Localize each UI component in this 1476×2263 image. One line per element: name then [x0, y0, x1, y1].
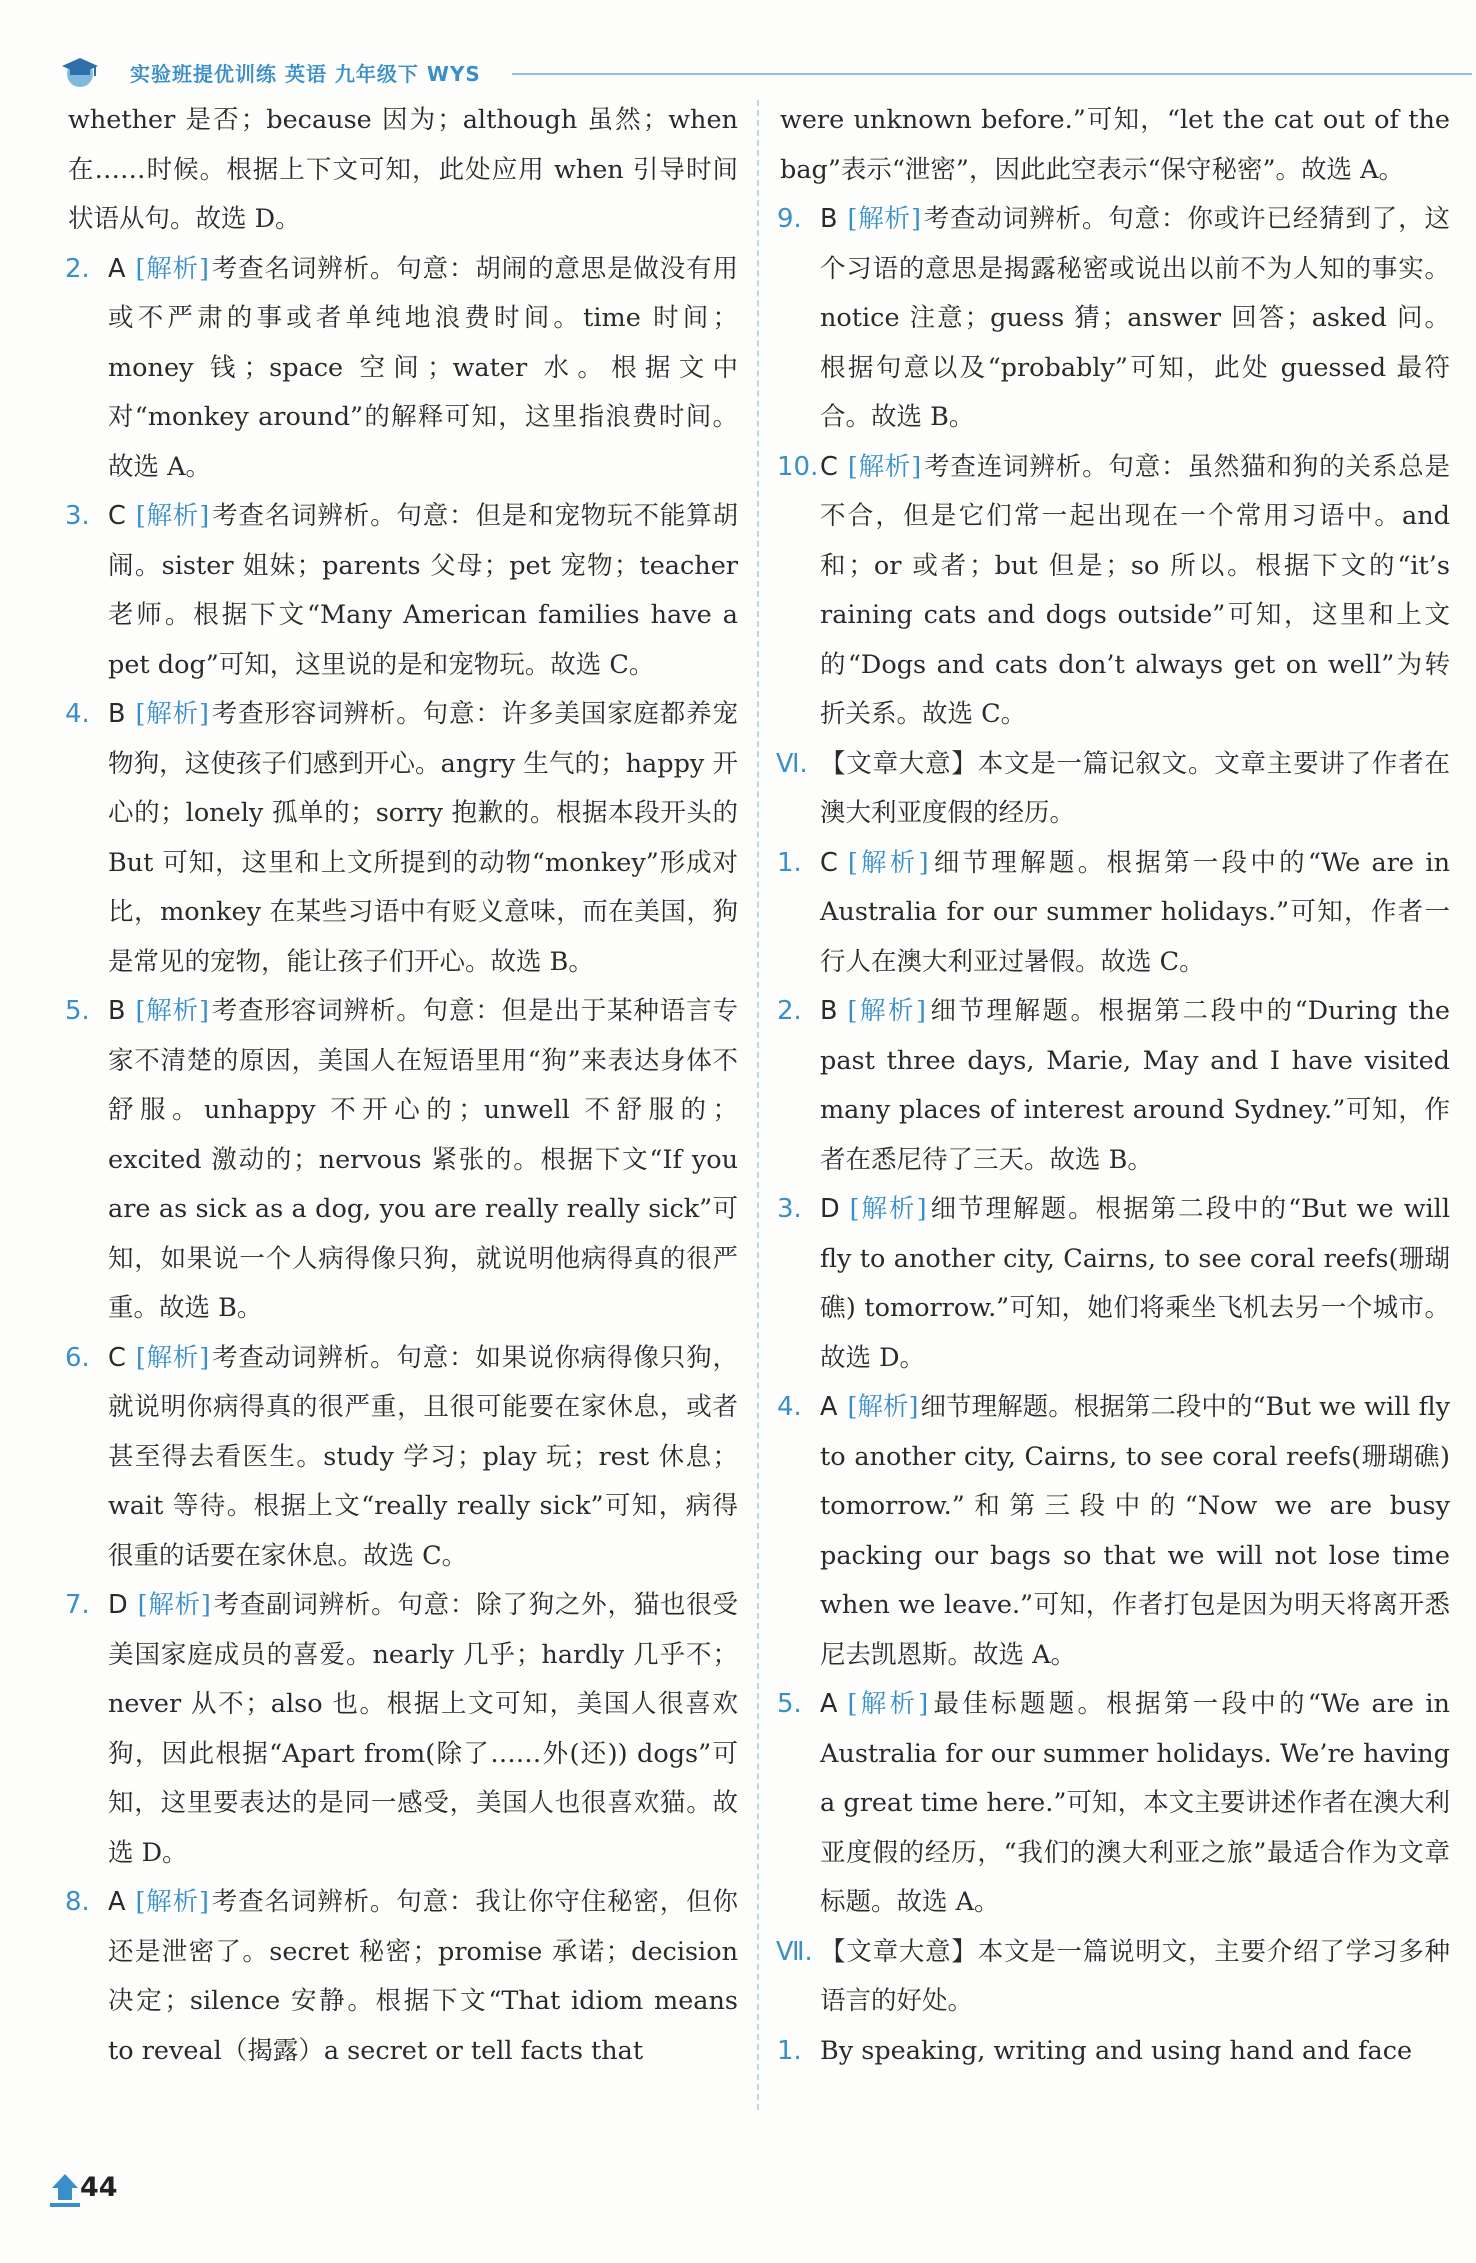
- page-header: [60, 52, 1476, 92]
- section-text: 【文章大意】本文是一篇记叙文。文章主要讲了作者在澳大利亚度假的经历。: [820, 748, 1450, 828]
- analysis-text: 最佳标题题。根据第一段中的“We are in Australia for our summer holidays. We’re having a great time here.”可知，本文主要讲述作者在澳大利亚度假的经历，“我们的澳大利亚之旅”最适合作为文章标题。故选 A。: [820, 1689, 1450, 1917]
- page-footer: [50, 2168, 170, 2214]
- analysis-tag: [解析]: [847, 847, 929, 878]
- answer-letter: B: [820, 996, 838, 1026]
- section-summary: [776, 1928, 1450, 2027]
- analysis-tag: [解析]: [137, 1590, 211, 1620]
- answer-letter: A: [820, 1689, 838, 1719]
- answer-letter: C: [820, 451, 838, 482]
- analysis-tag: [解析]: [847, 451, 922, 482]
- header-rule: [512, 73, 1472, 75]
- answer-letter: A: [820, 1392, 838, 1422]
- answer-item: [777, 839, 1450, 988]
- question-number: 4.: [65, 699, 90, 729]
- house-arrow-icon: [50, 2170, 80, 2210]
- analysis-text: 考查名词辨析。句意：胡闹的意思是做没有用或不严肃的事或者单纯地浪费时间。time 时间；money 钱；space 空间；water 水。根据文中对“monkey around”的解释可知，这里指浪费时间。故选 A。: [108, 253, 738, 482]
- graduation-cap-icon: [60, 52, 100, 92]
- answer-item: [777, 987, 1450, 1185]
- answer-item: [65, 245, 738, 493]
- answer-item: [777, 1383, 1450, 1680]
- question-number: 2.: [777, 996, 802, 1026]
- answer-letter: C: [108, 501, 126, 531]
- analysis-text: 考查动词辨析。句意：你或许已经猜到了，这个习语的意思是揭露秘密或说出以前不为人知的事实。notice 注意；guess 猜；answer 回答；asked 问。根据句意以及“probably”可知，此处 guessed 最符合。故选 B。: [820, 204, 1450, 432]
- column-divider: [757, 100, 759, 2110]
- page-number: 44: [80, 2172, 118, 2203]
- question-number: 1.: [777, 2035, 802, 2066]
- answer-letter: A: [108, 253, 126, 284]
- answer-item: [777, 195, 1450, 443]
- question-number: 5.: [65, 996, 90, 1026]
- answer-item: [65, 492, 738, 690]
- question-number: 9.: [777, 204, 802, 234]
- answer-item: [65, 690, 738, 987]
- answer-item: [777, 1185, 1450, 1383]
- analysis-text: 考查动词辨析。句意：如果说你病得像只狗，就说明你病得真的很严重，且很可能要在家休息，或者甚至得去看医生。study 学习；play 玩；rest 休息；wait 等待。根据上文“really really sick”可知，病得很重的话要在家休息。故选 C。: [108, 1342, 738, 1571]
- section-number: Ⅵ.: [776, 748, 808, 779]
- analysis-text: 细节理解题。根据第二段中的“During the past three days, Marie, May and I have visited many places of interest around Sydney.”可知，作者在悉尼待了三天。故选 B。: [820, 996, 1450, 1175]
- analysis-tag: [解析]: [135, 253, 209, 284]
- question-number: 3.: [65, 501, 90, 531]
- answer-letter: B: [820, 204, 838, 234]
- left-column: [65, 96, 738, 2076]
- question-number: 7.: [65, 1590, 90, 1620]
- answer-item: [65, 1334, 738, 1582]
- answer-letter: B: [108, 699, 126, 729]
- continued-text: were unknown before.”可知，“let the cat out of the bag”表示“泄密”，因此此空表示“保守秘密”。故选 A。: [780, 105, 1450, 185]
- question-number: 8.: [65, 1887, 90, 1917]
- answer-item: [777, 1680, 1450, 1928]
- answer-item: [777, 443, 1450, 740]
- analysis-tag: [解析]: [847, 996, 926, 1026]
- question-number: 3.: [777, 1194, 802, 1224]
- book-title: 实验班提优训练 英语 九年级下 WYS: [130, 62, 481, 86]
- analysis-tag: [解析]: [847, 204, 921, 234]
- analysis-text: 考查名词辨析。句意：我让你守住秘密，但你还是泄密了。secret 秘密；promise 承诺；decision 决定；silence 安静。根据下文“That idiom means to reveal（揭露）a secret or tell facts that: [108, 1887, 738, 2066]
- section-text: 【文章大意】本文是一篇说明文，主要介绍了学习多种语言的好处。: [820, 1936, 1450, 2016]
- analysis-tag: [解析]: [135, 1887, 209, 1917]
- answer-letter: C: [108, 1342, 126, 1373]
- answer-letter: B: [108, 996, 126, 1026]
- analysis-text: 细节理解题。根据第一段中的“We are in Australia for our summer holidays.”可知，作者一行人在澳大利亚过暑假。故选 C。: [820, 847, 1450, 977]
- answer-item: [65, 1581, 738, 1878]
- analysis-text: 细节理解题。根据第二段中的“But we will fly to another city, Cairns, to see coral reefs(珊瑚礁) tomorrow.”和第三段中的“Now we are busy packing our bags so that we will not lose time when we leave.”可知，作者打包是因为明天将离开悉尼去凯恩斯。故选 A。: [820, 1392, 1450, 1670]
- analysis-text: 考查副词辨析。句意：除了狗之外，猫也很受美国家庭成员的喜爱。nearly 几乎；hardly 几乎不；never 从不；also 也。根据上文可知，美国人很喜欢狗，因此根据“Apart from(除了……外(还)) dogs”可知，这里要表达的是同一感受，美国人也很喜欢猫。故选 D。: [108, 1590, 738, 1868]
- analysis-tag: [解析]: [135, 501, 210, 531]
- analysis-text: 考查形容词辨析。句意：许多美国家庭都养宠物狗，这使孩子们感到开心。angry 生气的；happy 开心的；lonely 孤单的；sorry 抱歉的。根据本段开头的 But 可知，这里和上文所提到的动物“monkey”形成对比，monkey 在某些习语中有贬义意味，而在美国，狗是常见的宠物，能让孩子们开心。故选 B。: [108, 699, 738, 977]
- analysis-tag: [解析]: [847, 1689, 929, 1719]
- continued-text: whether 是否；because 因为；although 虽然；when 在……时候。根据上下文可知，此处应用 when 引导时间状语从句。故选 D。: [68, 105, 738, 234]
- analysis-text: 考查名词辨析。句意：但是和宠物玩不能算胡闹。sister 姐妹；parents 父母；pet 宠物；teacher 老师。根据下文“Many American families have a pet dog”可知，这里说的是和宠物玩。故选 C。: [108, 501, 738, 680]
- section-summary: [776, 740, 1450, 839]
- question-number: 10.: [777, 451, 819, 482]
- answer-letter: D: [108, 1590, 128, 1620]
- answer-letter: C: [820, 847, 838, 878]
- question-number: 2.: [65, 253, 90, 284]
- analysis-tag: [解析]: [135, 996, 209, 1026]
- question-number: 1.: [777, 847, 802, 878]
- analysis-text: 考查形容词辨析。句意：但是出于某种语言专家不清楚的原因，美国人在短语里用“狗”来表达身体不舒服。unhappy 不开心的；unwell 不舒服的；excited 激动的；nervous 紧张的。根据下文“If you are as sick as a dog, you are really really sick”可知，如果说一个人病得像只狗，就说明他病得真的很严重。故选 B。: [108, 996, 738, 1323]
- analysis-tag: [解析]: [849, 1194, 927, 1224]
- answer-item: [65, 987, 738, 1334]
- answer-item: [65, 1878, 738, 2076]
- answer-letter: D: [820, 1194, 840, 1224]
- analysis-tag: [解析]: [135, 1342, 210, 1373]
- analysis-text: By speaking, writing and using hand and face: [820, 2035, 1413, 2066]
- section-number: Ⅶ.: [776, 1936, 813, 1967]
- question-number: 6.: [65, 1342, 90, 1373]
- question-number: 4.: [777, 1392, 802, 1422]
- answer-letter: A: [108, 1887, 126, 1917]
- answer-item: [777, 2027, 1450, 2077]
- analysis-tag: [解析]: [847, 1392, 919, 1422]
- analysis-tag: [解析]: [135, 699, 209, 729]
- right-column: [776, 96, 1450, 2076]
- analysis-text: 考查连词辨析。句意：虽然猫和狗的关系总是不合，但是它们常一起出现在一个常用习语中。and 和；or 或者；but 但是；so 所以。根据下文的“it’s raining cats and dogs outside”可知，这里和上文的“Dogs and cats don’t always get on well”为转折关系。故选 C。: [820, 451, 1450, 729]
- analysis-text: 细节理解题。根据第二段中的“But we will fly to another city, Cairns, to see coral reefs(珊瑚礁) tomorrow.”可知，她们将乘坐飞机去另一个城市。故选 D。: [820, 1194, 1450, 1373]
- question-number: 5.: [777, 1689, 802, 1719]
